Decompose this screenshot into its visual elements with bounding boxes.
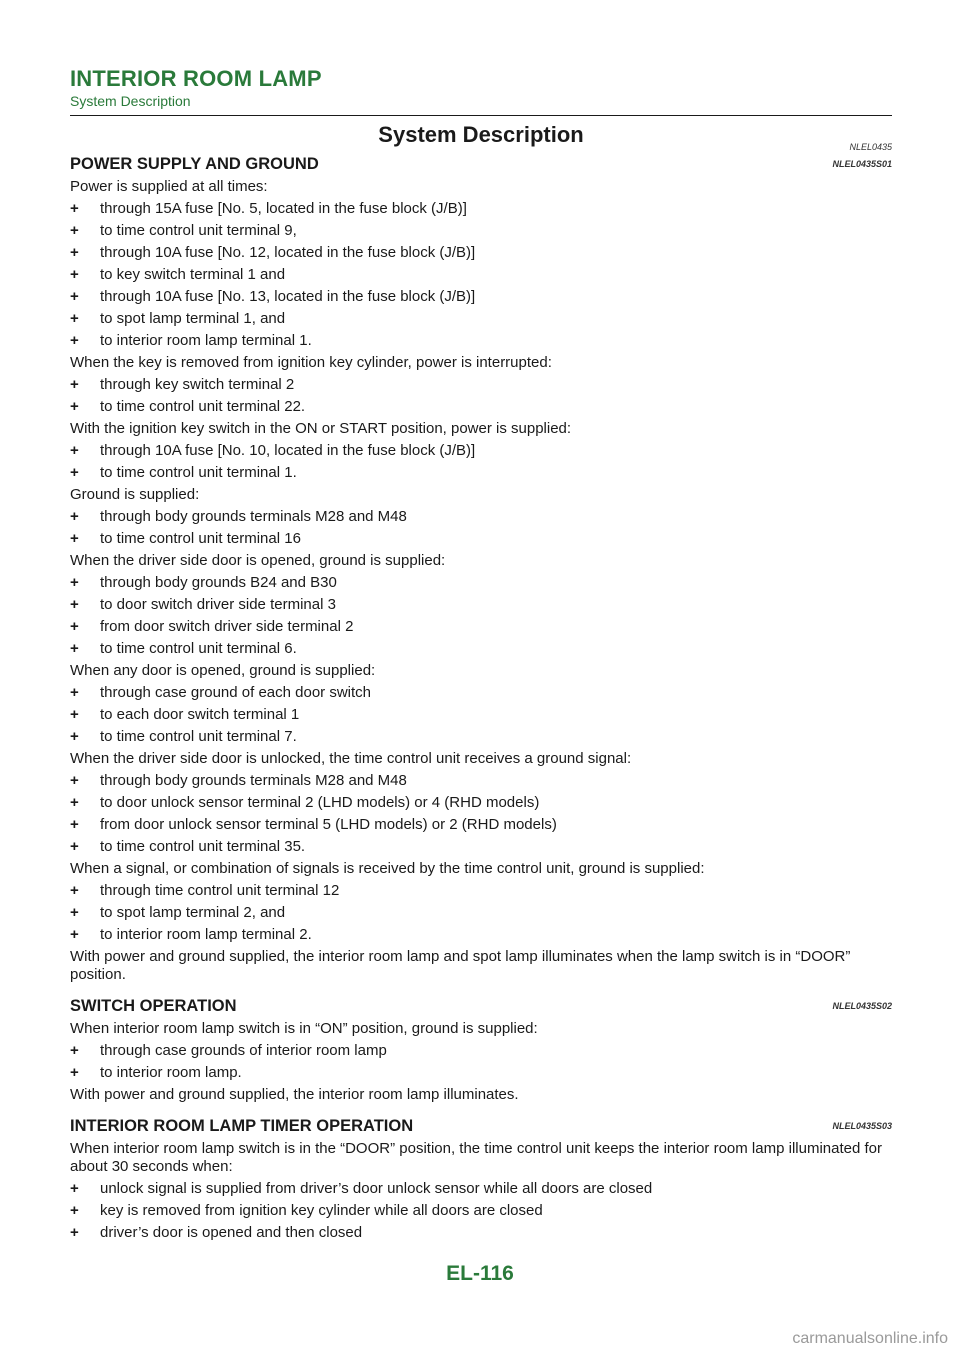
bullet-text: through 10A fuse [No. 10, located in the fuse block (J/B)] [100,442,476,459]
bullet-marker: + [70,332,79,349]
bullet-item [70,1180,892,1198]
bullet-text: to interior room lamp terminal 1. [100,332,312,349]
bullet-marker: + [70,398,79,415]
bullet-item [70,1064,892,1082]
paragraph: When the key is removed from ignition key cylinder, power is interrupted: [70,354,552,371]
document-body [70,120,892,1242]
header-subtitle: System Description [70,93,191,109]
header-rule [70,115,892,116]
bullet-marker: + [70,728,79,745]
bullet-marker: + [70,1224,79,1241]
bullet-text: to time control unit terminal 9, [100,222,297,239]
bullet-item [70,684,892,702]
bullet-item [70,1224,892,1242]
paragraph: When a signal, or combination of signals is received by the time control unit, ground is supplied: [70,860,705,877]
sections [70,154,892,1242]
bullet-item [70,816,892,834]
page-number: EL-116 [446,1262,514,1285]
bullet-marker: + [70,794,79,811]
bullet-text: to door unlock sensor terminal 2 (LHD models) or 4 (RHD models) [100,794,540,811]
section-ref-code: NLEL0435S02 [832,1001,892,1011]
bullet-marker: + [70,310,79,327]
bullet-marker: + [70,926,79,943]
page-ref-code: NLEL0435 [849,142,892,152]
page-header [70,66,322,110]
watermark: carmanualsonline.info [792,1330,948,1347]
bullet-item [70,926,892,944]
bullet-text: through body grounds terminals M28 and M48 [100,508,407,525]
paragraph: When interior room lamp switch is in the “DOOR” position, the time control unit keeps the interior room lamp illuminated for about 30 seconds when: [70,1140,882,1175]
paragraph: When the driver side door is unlocked, the time control unit receives a ground signal: [70,750,632,767]
bullet-marker: + [70,376,79,393]
bullet-text: through case ground of each door switch [100,684,372,701]
bullet-item [70,332,892,350]
bullet-item [70,398,892,416]
bullet-text: key is removed from ignition key cylinder while all doors are closed [100,1202,543,1219]
bullet-text: to interior room lamp terminal 2. [100,926,312,943]
bullet-item [70,618,892,636]
bullet-marker: + [70,508,79,525]
bullet-marker: + [70,1202,79,1219]
bullet-marker: + [70,772,79,789]
bullet-item [70,376,892,394]
bullet-marker: + [70,464,79,481]
bullet-text: to door switch driver side terminal 3 [100,596,336,613]
bullet-item [70,640,892,658]
bullet-marker: + [70,1042,79,1059]
bullet-marker: + [70,530,79,547]
bullet-marker: + [70,442,79,459]
bullet-marker: + [70,684,79,701]
bullet-item [70,464,892,482]
section-heading-text: INTERIOR ROOM LAMP TIMER OPERATION [70,1117,414,1135]
bullet-text: from door unlock sensor terminal 5 (LHD models) or 2 (RHD models) [100,816,557,833]
bullet-text: to time control unit terminal 16 [100,530,301,547]
bullet-item [70,882,892,900]
bullet-text: to spot lamp terminal 2, and [100,904,286,921]
bullet-item [70,1042,892,1060]
bullet-text: to time control unit terminal 6. [100,640,297,657]
bullet-text: through body grounds terminals M28 and M48 [100,772,407,789]
paragraph: When any door is opened, ground is supplied: [70,662,376,679]
bullet-text: to time control unit terminal 7. [100,728,297,745]
bullet-marker: + [70,222,79,239]
bullet-item [70,288,892,306]
bullet-text: through time control unit terminal 12 [100,882,340,899]
bullet-text: through 15A fuse [No. 5, located in the fuse block (J/B)] [100,200,467,217]
bullet-item [70,310,892,328]
bullet-marker: + [70,574,79,591]
bullet-item [70,222,892,240]
bullet-item [70,728,892,746]
paragraph: When the driver side door is opened, ground is supplied: [70,552,446,569]
bullet-text: driver’s door is opened and then closed [100,1224,363,1241]
bullet-marker: + [70,1180,79,1197]
bullet-marker: + [70,640,79,657]
bullet-text: through 10A fuse [No. 13, located in the fuse block (J/B)] [100,288,476,305]
bullet-text: through 10A fuse [No. 12, located in the fuse block (J/B)] [100,244,476,261]
paragraph: Power is supplied at all times: [70,178,268,195]
bullet-text: to time control unit terminal 35. [100,838,306,855]
bullet-item [70,266,892,284]
bullet-item [70,706,892,724]
bullet-item [70,508,892,526]
paragraph: With the ignition key switch in the ON or START position, power is supplied: [70,420,572,437]
bullet-marker: + [70,244,79,261]
bullet-item [70,838,892,856]
bullet-marker: + [70,904,79,921]
bullet-text: to time control unit terminal 1. [100,464,297,481]
bullet-item [70,1202,892,1220]
bullet-marker: + [70,1064,79,1081]
bullet-marker: + [70,882,79,899]
paragraph: With power and ground supplied, the interior room lamp illuminates. [70,1086,519,1103]
header-title: INTERIOR ROOM LAMP [70,66,322,91]
bullet-marker: + [70,596,79,613]
bullet-text: unlock signal is supplied from driver’s door unlock sensor while all doors are closed [100,1180,653,1197]
bullet-item [70,244,892,262]
bullet-text: to spot lamp terminal 1, and [100,310,286,327]
bullet-item [70,574,892,592]
section-ref-code: NLEL0435S03 [832,1121,892,1131]
bullet-text: through body grounds B24 and B30 [100,574,337,591]
bullet-marker: + [70,706,79,723]
bullet-marker: + [70,266,79,283]
section-ref-code: NLEL0435S01 [832,159,892,169]
bullet-item [70,530,892,548]
bullet-item [70,200,892,218]
bullet-item [70,772,892,790]
bullet-text: through key switch terminal 2 [100,376,295,393]
bullet-item [70,596,892,614]
bullet-item [70,904,892,922]
bullet-text: to interior room lamp. [100,1064,242,1081]
page-title-row [70,120,892,154]
paragraph: When interior room lamp switch is in “ON” position, ground is supplied: [70,1020,538,1037]
bullet-item [70,442,892,460]
section-heading [70,154,892,174]
bullet-text: to time control unit terminal 22. [100,398,306,415]
section-heading-text: POWER SUPPLY AND GROUND [70,155,319,173]
section-heading [70,1116,892,1136]
bullet-marker: + [70,288,79,305]
bullet-text: through case grounds of interior room lamp [100,1042,387,1059]
bullet-marker: + [70,838,79,855]
bullet-marker: + [70,816,79,833]
bullet-text: to each door switch terminal 1 [100,706,300,723]
page-title: System Description [378,122,584,147]
section-heading [70,996,892,1016]
paragraph: With power and ground supplied, the interior room lamp and spot lamp illuminates when the lamp switch is in “DOOR” position. [70,948,851,983]
bullet-text: from door switch driver side terminal 2 [100,618,354,635]
section-heading-text: SWITCH OPERATION [70,997,237,1015]
bullet-text: to key switch terminal 1 and [100,266,286,283]
paragraph: Ground is supplied: [70,486,200,503]
bullet-item [70,794,892,812]
bullet-marker: + [70,200,79,217]
bullet-marker: + [70,618,79,635]
